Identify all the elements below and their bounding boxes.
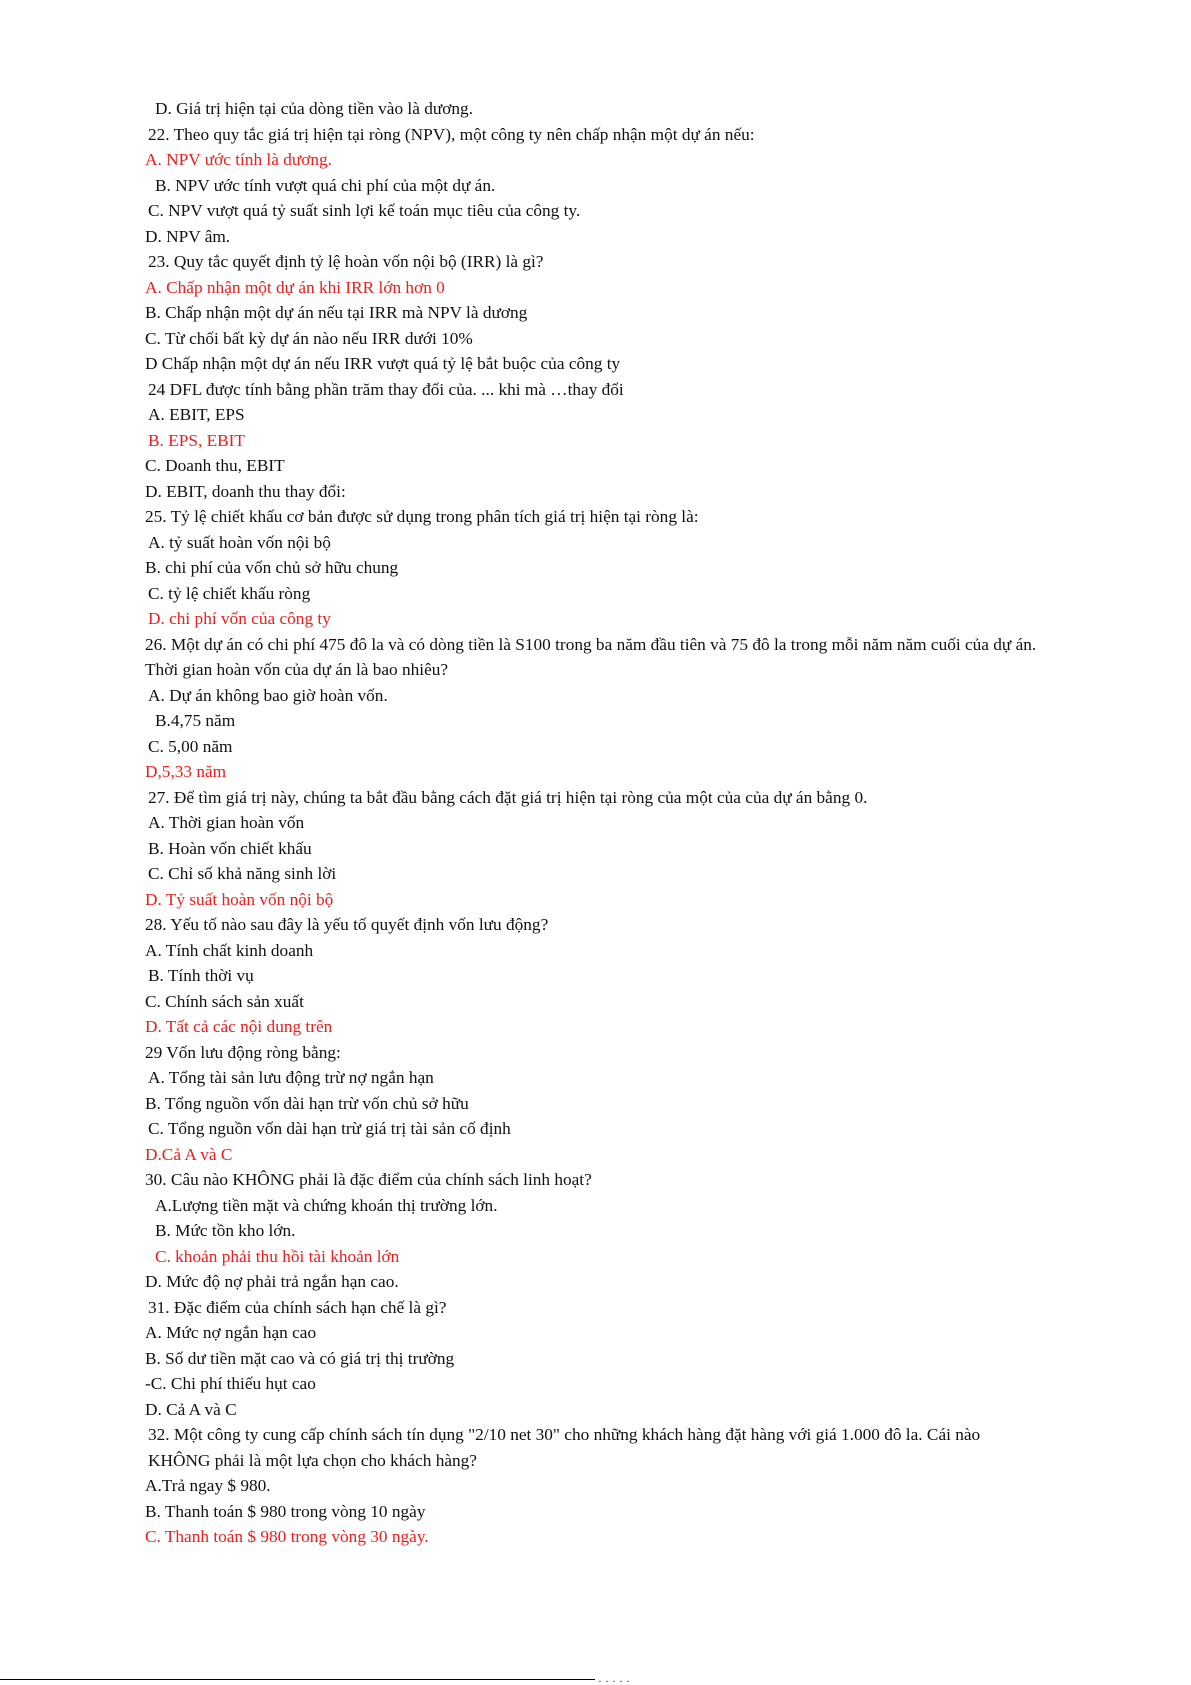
page-number: · · · · · <box>598 1675 630 1685</box>
question-text: 25. Tỷ lệ chiết khấu cơ bản được sử dụng trong phân tích giá trị hiện tại ròng là: <box>145 507 699 526</box>
answer-option: C. Doanh thu, EBIT <box>145 456 285 475</box>
answer-option-correct: D,5,33 năm <box>145 762 227 781</box>
answer-option: A. tỷ suất hoàn vốn nội bộ <box>148 532 331 552</box>
answer-option-correct: C. Thanh toán $ 980 trong vòng 30 ngày. <box>145 1527 429 1546</box>
question-text: 23. Quy tắc quyết định tỷ lệ hoàn vốn nội bộ (IRR) là gì? <box>148 252 544 271</box>
answer-option-correct: C. khoản phải thu hồi tài khoản lớn <box>155 1246 400 1266</box>
answer-option-correct: B. EPS, EBIT <box>148 430 245 450</box>
question-text: 24 DFL được tính bằng phần trăm thay đổi của. ... khi mà …thay đổi <box>148 379 624 399</box>
answer-option: B. chi phí của vốn chủ sở hữu chung <box>145 558 399 577</box>
question-text: 31. Đặc điểm của chính sách hạn chế là gì? <box>148 1297 447 1317</box>
answer-option: A.Trả ngay $ 980. <box>145 1476 271 1495</box>
answer-option: C. Chỉ số khả năng sinh lời <box>148 864 337 883</box>
question-text: 26. Một dự án có chi phí 475 đô la và có dòng tiền là S100 trong ba năm đầu tiên và 75 đô la trong mỗi năm năm cuối của dự án. Thời gian hoàn vốn của dự án là bao nhiêu? <box>145 634 1037 679</box>
answer-option: -C. Chi phí thiếu hụt cao <box>145 1374 316 1393</box>
answer-option: B. NPV ước tính vượt quá chi phí của một dự án. <box>155 175 496 195</box>
answer-option: D. NPV âm. <box>145 226 231 246</box>
answer-option: B. Tính thời vụ <box>148 966 254 985</box>
answer-option: B. Mức tồn kho lớn. <box>155 1221 296 1240</box>
answer-option: D. EBIT, doanh thu thay đổi: <box>145 481 346 501</box>
answer-option: B. Thanh toán $ 980 trong vòng 10 ngày <box>145 1501 426 1521</box>
answer-option: C. Chính sách sản xuất <box>145 991 304 1011</box>
answer-option: A. Tổng tài sản lưu động trừ nợ ngắn hạn <box>148 1068 434 1087</box>
question-text: 28. Yếu tố nào sau đây là yếu tố quyết định vốn lưu động? <box>145 915 549 934</box>
answer-option: A. EBIT, EPS <box>148 405 245 424</box>
answer-option-correct: D. Tỷ suất hoàn vốn nội bộ <box>145 889 334 909</box>
answer-option-correct: A. Chấp nhận một dự án khi IRR lớn hơn 0 <box>145 277 445 297</box>
answer-option: B.4,75 năm <box>155 711 236 730</box>
answer-option: D Chấp nhận một dự án nếu IRR vượt quá tỷ lệ bắt buộc của công ty <box>145 354 621 373</box>
answer-option: C. tỷ lệ chiết khấu ròng <box>148 583 311 603</box>
answer-option: A.Lượng tiền mặt và chứng khoán thị trường lớn. <box>155 1195 498 1215</box>
answer-option: A. Mức nợ ngắn hạn cao <box>145 1323 317 1342</box>
answer-option: D. Mức độ nợ phải trả ngắn hạn cao. <box>145 1272 399 1291</box>
answer-option: C. 5,00 năm <box>148 736 233 756</box>
answer-option: A. Dự án không bao giờ hoàn vốn. <box>148 685 388 705</box>
question-text: 30. Câu nào KHÔNG phải là đặc điểm của chính sách linh hoạt? <box>145 1170 592 1189</box>
answer-option: B. Hoàn vốn chiết khấu <box>148 838 312 858</box>
answer-option: C. Tổng nguồn vốn dài hạn trừ giá trị tài sản cố định <box>148 1119 511 1138</box>
answer-option: D. Giá trị hiện tại của dòng tiền vào là dương. <box>155 99 473 118</box>
answer-option: C. Từ chối bất kỳ dự án nào nếu IRR dưới 10% <box>145 328 473 348</box>
answer-option: C. NPV vượt quá tỷ suất sinh lợi kế toán mục tiêu của công ty. <box>148 201 581 220</box>
question-text: 22. Theo quy tắc giá trị hiện tại ròng (NPV), một công ty nên chấp nhận một dự án nếu: <box>148 124 755 144</box>
answer-option: B. Chấp nhận một dự án nếu tại IRR mà NPV là dương <box>145 303 528 322</box>
question-text: 32. Một công ty cung cấp chính sách tín dụng "2/10 net 30" cho những khách hàng đặt hàng với giá 1.000 đô la. Cái nào KHÔNG phải là một lựa chọn cho khách hàng? <box>148 1425 981 1470</box>
answer-option-correct: D. chi phí vốn của công ty <box>148 609 331 628</box>
answer-option-correct: A. NPV ước tính là dương. <box>145 150 332 169</box>
answer-option: B. Tổng nguồn vốn dài hạn trừ vốn chủ sở hữu <box>145 1093 469 1113</box>
answer-option: A. Thời gian hoàn vốn <box>148 813 305 832</box>
answer-option-correct: D. Tất cả các nội dung trên <box>145 1017 333 1036</box>
question-text: 27. Để tìm giá trị này, chúng ta bắt đầu bằng cách đặt giá trị hiện tại ròng của một của của dự án bằng 0. <box>148 787 868 807</box>
question-text: 29 Vốn lưu động ròng bằng: <box>145 1042 341 1062</box>
answer-option: D. Cả A và C <box>145 1399 237 1419</box>
question-list <box>145 96 1045 1550</box>
answer-option: B. Số dư tiền mặt cao và có giá trị thị trường <box>145 1348 455 1368</box>
footer-divider <box>0 1679 595 1680</box>
answer-option: A. Tính chất kinh doanh <box>145 940 314 960</box>
answer-option-correct: D.Cả A và C <box>145 1144 233 1164</box>
